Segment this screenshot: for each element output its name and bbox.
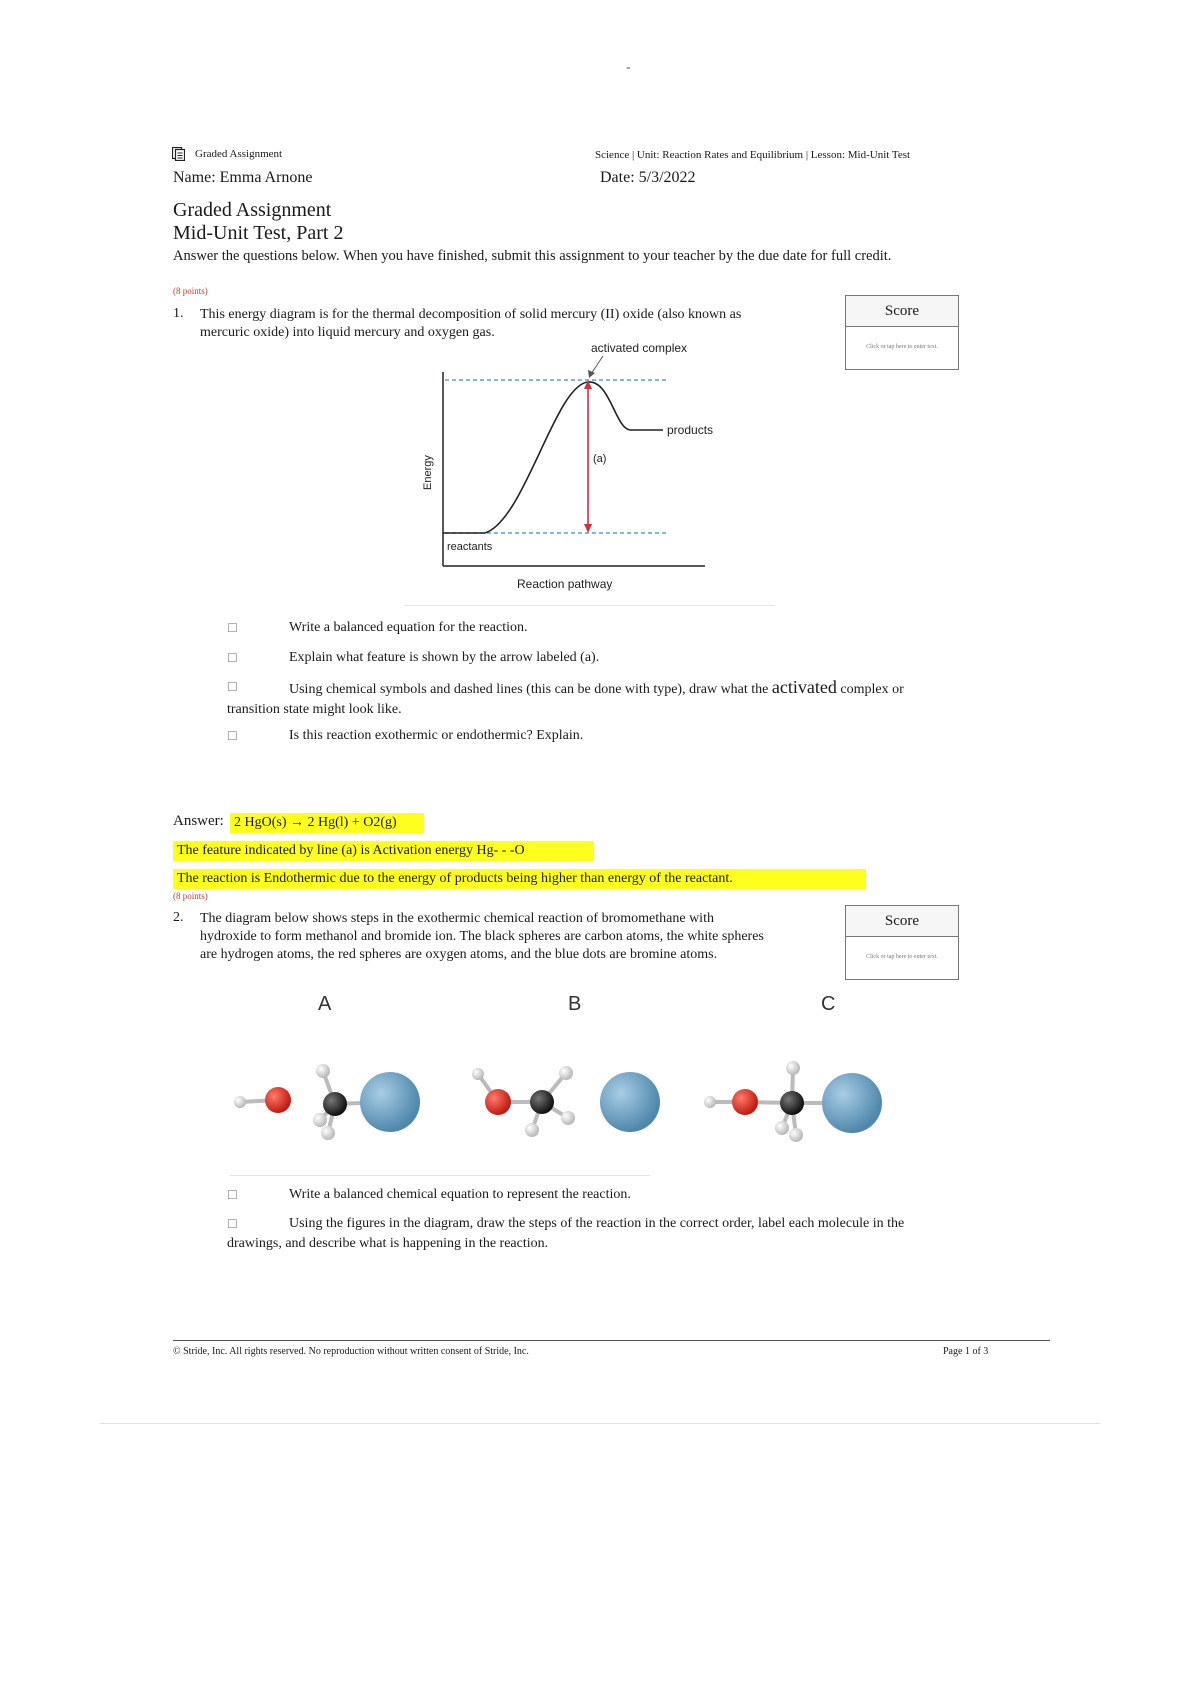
label-b: B xyxy=(568,993,582,1015)
hydrogen-atom xyxy=(234,1096,246,1108)
answer-label: Answer: xyxy=(173,813,224,829)
hydrogen-atom xyxy=(525,1123,539,1137)
oxygen-atom xyxy=(485,1089,511,1115)
header-label: Graded Assignment xyxy=(195,148,283,160)
hydrogen-atom xyxy=(559,1066,573,1080)
molecule-diagram xyxy=(220,990,920,1180)
checkbox-icon: ☐ xyxy=(227,621,238,635)
checkbox-icon: ☐ xyxy=(227,651,238,665)
checkbox-icon: ☐ xyxy=(227,680,238,694)
assignment-date: Date: 5/3/2022 xyxy=(600,169,696,186)
molecule-c xyxy=(704,1061,882,1142)
q1-text: This energy diagram is for the thermal decomposition of solid mercury (II) oxide (also known as mercuric oxide) into liquid mercury and oxygen gas. xyxy=(200,307,742,340)
q2-score-box[interactable] xyxy=(845,905,959,980)
bromine-atom xyxy=(360,1072,420,1132)
hydrogen-atom xyxy=(786,1061,800,1075)
q1-bullet-4 xyxy=(227,726,907,746)
page-subtitle: Mid-Unit Test, Part 2 xyxy=(173,222,344,244)
answer-equation[interactable]: 2 HgO(s) → 2 Hg(l) + O2(g) xyxy=(230,813,424,833)
label-a: A xyxy=(318,993,332,1015)
q2-points: (8 points) xyxy=(173,891,208,901)
q2-bullet-2-text: Using the figures in the diagram, draw the steps of the reaction in the correct order, label each molecule in the drawings, and describe what is happening in the reaction. xyxy=(227,1216,905,1251)
page-title: Graded Assignment xyxy=(173,199,332,221)
molecule-a xyxy=(234,1064,420,1140)
bromine-atom xyxy=(822,1073,882,1133)
q1-bullet-4-text: Is this reaction exothermic or endothermic? Explain. xyxy=(289,728,584,743)
hydrogen-atom xyxy=(704,1096,716,1108)
footer-copyright: © Stride, Inc. All rights reserved. No reproduction without written consent of Stride, Inc. xyxy=(173,1346,529,1357)
activated-pointer-head xyxy=(588,370,595,378)
hydrogen-atom xyxy=(321,1126,335,1140)
score-input[interactable]: Click or tap here to enter text. xyxy=(866,954,938,960)
score-label: Score xyxy=(846,906,958,937)
page-bottom-rule xyxy=(100,1423,1100,1424)
q1-number: 1. xyxy=(173,306,184,321)
q2-text: The diagram below shows steps in the exothermic chemical reaction of bromomethane with hydroxide to form methanol and bromide ion. The black spheres are carbon atoms, the white spheres are hydrogen atoms, the red spheres are oxygen atoms, and the blue dots are bromine atoms. xyxy=(200,911,764,962)
checkbox-icon: ☐ xyxy=(227,1217,238,1231)
q1-score-box[interactable] xyxy=(845,295,959,370)
q1-bullet-3 xyxy=(227,677,907,720)
divider xyxy=(230,1175,650,1176)
footer-page-number: Page 1 of 3 xyxy=(943,1346,989,1357)
hydrogen-atom xyxy=(472,1068,484,1080)
document-page xyxy=(100,95,1100,1420)
q2-bullet-1 xyxy=(227,1185,907,1205)
label-products: products xyxy=(667,423,714,437)
q1-bullet-2-text: Explain what feature is shown by the arrow labeled (a). xyxy=(289,650,600,665)
carbon-atom xyxy=(780,1091,804,1115)
x-axis-label: Reaction pathway xyxy=(517,577,613,591)
q1-bullet-3-text: Using chemical symbols and dashed lines (this can be done with type), draw what the activated complex or transition state might look like. xyxy=(227,677,904,717)
label-reactants: reactants xyxy=(447,541,493,553)
header-left xyxy=(172,147,282,161)
answer-feature[interactable]: The feature indicated by line (a) is Activation energy Hg- - -O xyxy=(173,841,594,861)
label-c: C xyxy=(821,993,836,1015)
page-dot: - xyxy=(626,60,631,75)
energy-diagram xyxy=(405,340,745,600)
score-input[interactable]: Click or tap here to enter text. xyxy=(866,344,938,350)
bromine-atom xyxy=(600,1072,660,1132)
oxygen-atom xyxy=(265,1087,291,1113)
divider xyxy=(405,605,775,606)
q2-number: 2. xyxy=(173,910,184,925)
q2-bullet-2 xyxy=(227,1214,907,1254)
q1-points: (8 points) xyxy=(173,286,208,296)
molecule-b xyxy=(472,1066,660,1137)
hydrogen-atom xyxy=(561,1111,575,1125)
label-activated-complex: activated complex xyxy=(591,341,688,355)
oxygen-atom xyxy=(732,1089,758,1115)
header-breadcrumb: Science | Unit: Reaction Rates and Equilibrium | Lesson: Mid-Unit Test xyxy=(595,149,911,161)
q1-bullet-1-text: Write a balanced equation for the reaction. xyxy=(289,620,528,635)
carbon-atom xyxy=(530,1090,554,1114)
hydrogen-atom xyxy=(313,1113,327,1127)
hydrogen-atom xyxy=(316,1064,330,1078)
energy-curve xyxy=(443,382,663,533)
q2-bullet-1-text: Write a balanced chemical equation to represent the reaction. xyxy=(289,1187,631,1202)
arrow-a-head-bottom xyxy=(584,524,592,533)
checkbox-icon: ☐ xyxy=(227,1188,238,1202)
q1-bullet-1 xyxy=(227,618,907,638)
y-axis-label: Energy xyxy=(422,455,434,490)
student-name: Name: Emma Arnone xyxy=(173,169,313,186)
hydrogen-atom xyxy=(775,1121,789,1135)
score-label: Score xyxy=(846,296,958,327)
carbon-atom xyxy=(323,1092,347,1116)
label-arrow-a: (a) xyxy=(593,453,607,465)
q1-bullet-2 xyxy=(227,648,907,668)
document-icon xyxy=(172,147,185,161)
answer-endothermic[interactable]: The reaction is Endothermic due to the energy of products being higher than energy of the reactant. xyxy=(173,869,866,889)
footer-rule xyxy=(173,1340,1050,1341)
checkbox-icon: ☐ xyxy=(227,729,238,743)
instructions: Answer the questions below. When you have finished, submit this assignment to your teacher by the due date for full credit. xyxy=(173,248,892,264)
hydrogen-atom xyxy=(789,1128,803,1142)
activated-pointer xyxy=(591,356,603,374)
